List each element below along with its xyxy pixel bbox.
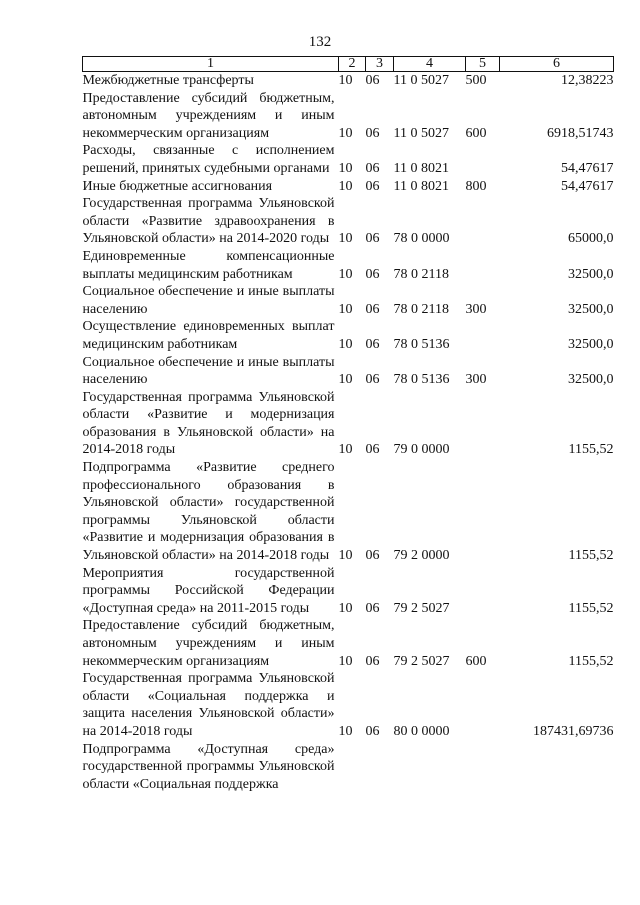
table-row <box>83 389 614 459</box>
row-expense-type <box>466 318 500 353</box>
row-subsection: 06 <box>365 653 380 669</box>
table-row <box>83 318 614 353</box>
column-header-4: 4 <box>394 57 466 72</box>
row-target-article: 78 0 2118 <box>393 266 449 282</box>
row-subsection: 06 <box>365 301 380 317</box>
table-row <box>83 565 614 618</box>
row-target-article: 78 0 0000 <box>393 231 450 247</box>
row-subsection: 06 <box>365 73 380 88</box>
row-expense-type <box>466 248 500 283</box>
column-header-6: 6 <box>500 57 614 72</box>
row-target-article: 79 2 5027 <box>393 653 450 669</box>
row-subsection: 06 <box>365 266 380 282</box>
budget-table <box>82 56 614 793</box>
row-amount: 1155,52 <box>568 442 614 458</box>
row-subsection: 06 <box>365 548 380 564</box>
row-amount: 65000,0 <box>568 231 614 247</box>
column-header-2: 2 <box>339 57 366 72</box>
row-description: Предоставление субсидий бюджетным, автономным учреждениям и иным некоммерческим организациям <box>82 90 335 141</box>
row-section: 10 <box>338 178 353 194</box>
row-target-article: 79 2 5027 <box>393 600 450 616</box>
column-header-1: 1 <box>83 57 339 72</box>
row-target-article: 11 0 8021 <box>393 178 449 194</box>
row-section: 10 <box>338 372 353 388</box>
row-section: 10 <box>338 266 353 282</box>
table-row <box>83 459 614 565</box>
row-expense-type: 600 <box>465 125 487 141</box>
column-header-3: 3 <box>366 57 394 72</box>
row-section: 10 <box>338 653 353 669</box>
row-amount: 54,47617 <box>561 160 614 176</box>
row-description: Государственная программа Ульяновской области «Развитие здравоохранения в Ульяновской области» на 2014-2020 годы <box>82 196 335 247</box>
row-amount: 32500,0 <box>568 336 614 352</box>
row-description: Мероприятия государственной программы Российской Федерации «Доступная среда» на 2011-2015 годы <box>82 565 335 616</box>
row-target-article: 78 0 5136 <box>393 336 450 352</box>
row-section: 10 <box>338 301 353 317</box>
row-expense-type: 500 <box>465 73 487 88</box>
row-description: Осуществление единовременных выплат медицинским работникам <box>82 319 335 352</box>
row-amount: 12,38223 <box>561 73 614 88</box>
row-expense-type <box>466 195 500 248</box>
row-subsection: 06 <box>365 442 380 458</box>
row-section: 10 <box>338 723 353 739</box>
row-amount: 1155,52 <box>568 548 614 564</box>
row-amount <box>500 741 614 794</box>
row-description: Межбюджетные трансферты <box>82 73 254 88</box>
row-target-article: 80 0 0000 <box>393 723 450 739</box>
row-expense-type: 600 <box>465 653 487 669</box>
table-row <box>83 248 614 283</box>
row-amount: 54,47617 <box>561 178 614 194</box>
row-description: Подпрограмма «Доступная среда» государственной программы Ульяновской области «Социальная поддержка <box>82 741 335 792</box>
row-amount: 6918,51743 <box>547 125 614 141</box>
row-amount: 32500,0 <box>568 266 614 282</box>
row-target-article: 11 0 5027 <box>393 73 449 88</box>
row-description: Предоставление субсидий бюджетным, автономным учреждениям и иным некоммерческим организациям <box>82 618 335 669</box>
row-description: Социальное обеспечение и иные выплаты населению <box>82 354 335 388</box>
row-description: Расходы, связанные с исполнением решений, принятых судебными органами <box>82 143 335 176</box>
table-header-row <box>83 57 614 72</box>
table-row <box>83 178 614 196</box>
table-row <box>83 354 614 389</box>
row-subsection: 06 <box>365 178 380 194</box>
page-number: 132 <box>308 34 332 50</box>
row-description: Единовременные компенсационные выплаты медицинским работникам <box>82 248 335 282</box>
row-subsection: 06 <box>365 372 380 388</box>
row-section <box>339 741 366 794</box>
table-row <box>83 195 614 248</box>
table-row <box>83 670 614 740</box>
row-section: 10 <box>338 73 353 88</box>
column-header-5: 5 <box>466 57 500 72</box>
row-section: 10 <box>338 125 353 141</box>
row-expense-type <box>466 741 500 794</box>
row-section: 10 <box>338 600 353 616</box>
row-target-article: 79 2 0000 <box>393 548 450 564</box>
row-subsection: 06 <box>365 336 380 352</box>
table-row <box>83 90 614 143</box>
row-description: Иные бюджетные ассигнования <box>82 178 273 194</box>
row-section: 10 <box>338 548 353 564</box>
row-expense-type: 300 <box>465 372 487 388</box>
table-row <box>83 142 614 177</box>
row-expense-type: 800 <box>465 178 487 194</box>
row-expense-type <box>466 565 500 618</box>
row-amount: 32500,0 <box>568 301 614 317</box>
row-amount: 32500,0 <box>568 372 614 388</box>
row-target-article: 11 0 8021 <box>393 160 449 176</box>
row-amount: 187431,69736 <box>533 723 614 739</box>
row-amount: 1155,52 <box>568 600 614 616</box>
table-row <box>83 283 614 318</box>
row-expense-type <box>466 670 500 740</box>
row-description: Социальное обеспечение и иные выплаты населению <box>82 284 335 317</box>
row-expense-type <box>466 142 500 177</box>
table-row <box>83 617 614 670</box>
row-expense-type <box>466 459 500 565</box>
row-section: 10 <box>338 442 353 458</box>
row-target-article: 79 0 0000 <box>393 442 450 458</box>
row-section: 10 <box>338 160 353 176</box>
row-description: Подпрограмма «Развитие среднего профессионального образования в Ульяновской области» государственной программы Ульяновской области «Развитие и модернизация образования в Ульяновской области» на 2014-2018 годы <box>82 460 335 564</box>
row-subsection <box>366 741 394 794</box>
row-subsection: 06 <box>365 723 380 739</box>
row-expense-type: 300 <box>465 301 487 317</box>
row-target-article: 78 0 2118 <box>393 301 449 317</box>
row-amount: 1155,52 <box>568 653 614 669</box>
row-subsection: 06 <box>365 600 380 616</box>
table-row <box>83 72 614 90</box>
table-row <box>83 741 614 794</box>
row-expense-type <box>466 389 500 459</box>
row-target-article: 11 0 5027 <box>393 125 449 141</box>
row-section: 10 <box>338 231 353 247</box>
row-target-article <box>394 741 466 794</box>
row-subsection: 06 <box>365 160 380 176</box>
row-subsection: 06 <box>365 231 380 247</box>
row-description: Государственная программа Ульяновской области «Развитие и модернизация образования в Ульяновской области» на 2014-2018 годы <box>82 389 335 458</box>
row-target-article: 78 0 5136 <box>393 372 450 388</box>
row-subsection: 06 <box>365 125 380 141</box>
row-description: Государственная программа Ульяновской области «Социальная поддержка и защита населения Ульяновской области» на 2014-2018 годы <box>82 671 335 739</box>
row-section: 10 <box>338 336 353 352</box>
